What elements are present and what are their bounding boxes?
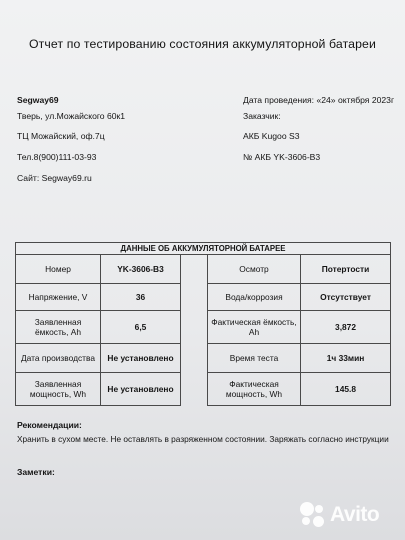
label-water-corrosion: Вода/коррозия: [208, 284, 301, 311]
table-row: [16, 311, 391, 344]
column-gap: [181, 284, 208, 311]
company-center: ТЦ Можайский, оф.7ц: [17, 131, 105, 141]
battery-number: № АКБ YK-3606-B3: [243, 152, 321, 162]
customer-label: Заказчик:: [243, 111, 281, 121]
test-date: Дата проведения: «24» октября 2023г: [243, 95, 395, 105]
table-header: ДАННЫЕ ОБ АККУМУЛЯТОРНОЙ БАТАРЕЕ: [16, 243, 391, 255]
battery-model: АКБ Kugoo S3: [243, 131, 300, 141]
table-row: [16, 373, 391, 406]
label-declared-power: Заявленная мощность, Wh: [16, 373, 101, 406]
label-declared-capacity: Заявленная ёмкость, Ah: [16, 311, 101, 344]
label-production-date: Дата производства: [16, 344, 101, 373]
avito-logo-icon: [300, 502, 326, 528]
battery-data-table: [15, 242, 391, 406]
label-test-time: Время теста: [208, 344, 301, 373]
value-number: YK-3606-B3: [101, 255, 181, 284]
avito-watermark: [300, 500, 379, 530]
value-inspection: Потертости: [301, 255, 391, 284]
label-actual-power: Фактическая мощность, Wh: [208, 373, 301, 406]
company-phone: Тел.8(900)111-03-93: [17, 152, 97, 162]
column-gap: [181, 373, 208, 406]
column-gap: [181, 344, 208, 373]
column-gap: [181, 311, 208, 344]
value-actual-power: 145.8: [301, 373, 391, 406]
company-address: Тверь, ул.Можайского 60к1: [17, 111, 126, 121]
table-row: [16, 344, 391, 373]
value-voltage: 36: [101, 284, 181, 311]
avito-watermark-text: Avito: [330, 503, 380, 526]
label-actual-capacity: Фактическая ёмкость, Ah: [208, 311, 301, 344]
report-title: Отчет по тестированию состояния аккумуляторной батареи: [29, 37, 376, 51]
value-declared-power: Не установлено: [101, 373, 181, 406]
table-row: [16, 255, 391, 284]
company-site: Сайт: Segway69.ru: [17, 173, 92, 183]
recommendations-heading: Рекомендации:: [17, 420, 82, 430]
notes-heading: Заметки:: [17, 467, 55, 477]
table-row: [16, 284, 391, 311]
column-gap: [181, 255, 208, 284]
label-number: Номер: [16, 255, 101, 284]
label-inspection: Осмотр: [208, 255, 301, 284]
value-actual-capacity: 3,872: [301, 311, 391, 344]
value-declared-capacity: 6,5: [101, 311, 181, 344]
label-voltage: Напряжение, V: [16, 284, 101, 311]
value-water-corrosion: Отсутствует: [301, 284, 391, 311]
value-production-date: Не установлено: [101, 344, 181, 373]
company-name: Segway69: [17, 95, 59, 105]
value-test-time: 1ч 33мин: [301, 344, 391, 373]
recommendations-text: Хранить в сухом месте. Не оставлять в разряженном состоянии. Заряжать согласно инструкции: [17, 434, 389, 444]
